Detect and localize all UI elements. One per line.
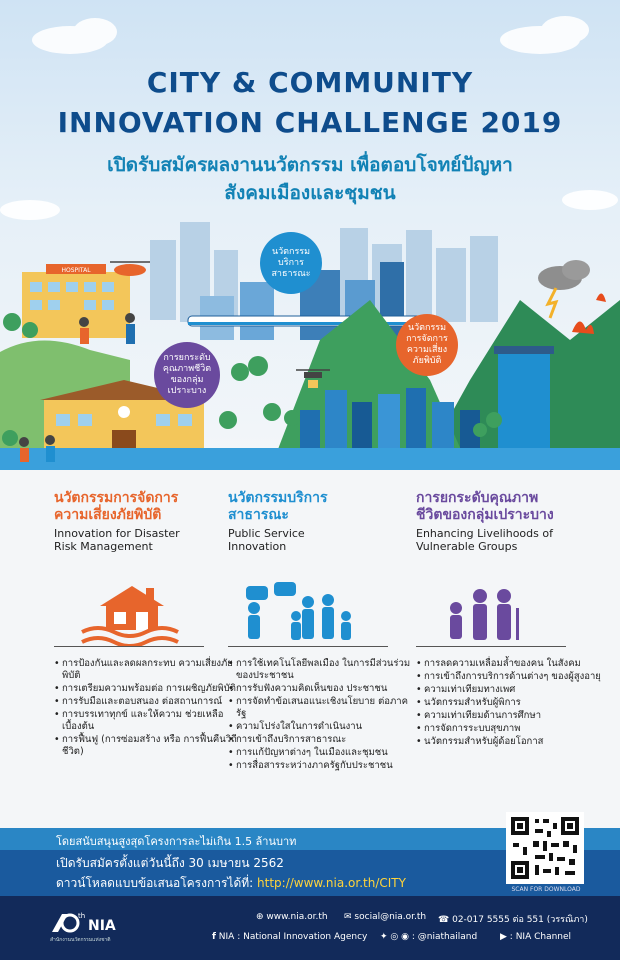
disaster-title-1: นวัตกรรมการจัดการ — [54, 490, 179, 506]
phone-info — [438, 912, 588, 926]
youtube-link[interactable] — [500, 932, 571, 942]
liveli-title-2: ชีวิตของกลุ่มเปราะบาง — [416, 507, 554, 523]
list-item: • การรับฟังความคิดเห็นของ ประชาชน — [228, 683, 414, 695]
disaster-title-2: ความเสี่ยงภัยพิบัติ — [54, 507, 162, 523]
logo-superscript: th — [78, 912, 86, 920]
categories-section — [0, 490, 620, 810]
list-item: • การรับมือและตอบสนอง ต่อสถานการณ์ — [54, 696, 240, 708]
twitter-icon: ✦ — [380, 932, 388, 942]
footer — [0, 896, 620, 960]
title-line1: CITY & COMMUNITY — [146, 66, 474, 99]
qr-pattern — [509, 815, 581, 881]
facebook-link[interactable] — [212, 932, 367, 942]
public-en-2: Innovation — [228, 540, 287, 553]
hero-section — [0, 0, 620, 470]
disaster-list — [54, 658, 240, 759]
list-item: • การจัดทำข้อเสนอแนะเชิงนโยบาย ต่อภาครัฐ — [228, 696, 414, 720]
list-item: • ความเท่าเทียมทางเพศ — [416, 684, 602, 696]
divider — [416, 646, 566, 647]
community-people-icon — [228, 582, 378, 646]
subtitle-line1: เปิดรับสมัครผลงานนวัตกรรม เพื่อตอบโจทย์ปัญหา — [107, 154, 513, 176]
subtitle-line2: สังคมเมืองและชุมชน — [224, 182, 396, 204]
line-icon: ◉ — [401, 932, 410, 942]
list-item: • นวัตกรรมสำหรับผู้ด้อยโอกาส — [416, 736, 602, 748]
divider — [228, 646, 388, 647]
list-item: • การเข้าถึงบริการสาธารณะ — [228, 734, 414, 746]
liveli-title-1: การยกระดับคุณภาพ — [416, 490, 539, 506]
facebook-icon: f — [212, 932, 216, 942]
column-livelihood — [416, 490, 601, 747]
facebook-text: NIA : National Innovation Agency — [218, 932, 368, 942]
list-item: • นวัตกรรมสำหรับผู้พิการ — [416, 697, 602, 709]
qr-label: SCAN FOR DOWNLOAD — [511, 886, 581, 893]
download-prefix: ดาวน์โหลดแบบข้อเสนอโครงการได้ที่: — [56, 876, 258, 890]
liveli-en-2: Vulnerable Groups — [416, 540, 518, 553]
website-text: www.nia.or.th — [266, 912, 328, 922]
youtube-text: : NIA Channel — [509, 932, 572, 942]
instagram-icon: ◎ — [390, 932, 399, 942]
phone-text: 02-017 5555 ต่อ 551 (วรรณิภา) — [452, 915, 588, 925]
disaster-en-2: Risk Management — [54, 540, 153, 553]
website-link[interactable] — [256, 912, 328, 922]
disaster-en-1: Innovation for Disaster — [54, 527, 180, 540]
list-item: • ความโปร่งใสในการดำเนินงาน — [228, 721, 414, 733]
logo-text: NIA — [88, 918, 116, 934]
list-item: • การบรรเทาทุกข์ และให้ความ ช่วยเหลือเบื้องต้น — [54, 709, 240, 733]
list-item: • การจัดการระบบสุขภาพ — [416, 723, 602, 735]
list-item: • การลดความเหลื่อมล้ำของคน ในสังคม — [416, 658, 602, 670]
list-item: • การแก้ปัญหาต่างๆ ในเมืองและชุมชน — [228, 747, 414, 759]
social-handle-text: : @niathailand — [411, 932, 478, 942]
list-item: • ความเท่าเทียมด้านการศึกษา — [416, 710, 602, 722]
bubble-disaster: นวัตกรรม การจัดการ ความเสี่ยง ภัยพิบัติ — [396, 314, 458, 376]
bubble-public-service: นวัตกรรม บริการ สาธารณะ — [260, 232, 322, 294]
list-item: • การฟื้นฟู (การซ่อมสร้าง หรือ การฟื้นคืนวิถีชีวิต) — [54, 734, 240, 758]
elderly-family-icon — [416, 582, 566, 646]
youtube-icon: ▶ — [500, 932, 507, 942]
social-handle-link[interactable] — [380, 932, 477, 942]
list-item: • การเข้าถึงการบริการด้านต่างๆ ของผู้สูงอายุ — [416, 671, 602, 683]
globe-icon: ⊕ — [256, 912, 264, 922]
title-line2: INNOVATION CHALLENGE 2019 — [57, 106, 563, 139]
bubble-livelihood: การยกระดับ คุณภาพชีวิต ของกลุ่ม เปราะบาง — [154, 342, 220, 408]
email-text: social@nia.or.th — [354, 912, 427, 922]
public-list — [228, 658, 414, 773]
list-item: • การเตรียมความพร้อมต่อ การเผชิญภัยพิบัติ — [54, 683, 240, 695]
public-en-1: Public Service — [228, 527, 305, 540]
public-title-1: นวัตกรรมบริการ — [228, 490, 328, 506]
public-title-2: สาธารณะ — [228, 507, 289, 523]
mail-icon: ✉ — [344, 912, 352, 922]
livelihood-list — [416, 658, 602, 749]
download-link[interactable]: http://www.nia.or.th/CITY — [257, 876, 406, 890]
email-link[interactable] — [344, 912, 426, 922]
divider — [54, 646, 204, 647]
download-line — [56, 874, 406, 893]
funding-text: โดยสนับสนุนสูงสุดโครงการละไม่เกิน 1.5 ล้านบาท — [56, 835, 297, 848]
liveli-en-1: Enhancing Livelihoods of — [416, 527, 553, 540]
column-public-service — [228, 490, 411, 771]
registration-dates: เปิดรับสมัครตั้งแต่วันนี้ถึง 30 เมษายน 2562 — [56, 856, 284, 870]
hospital-sign: HOSPITAL — [61, 267, 91, 274]
nia-logo — [46, 910, 136, 948]
list-item: • การป้องกันและลดผลกระทบ ความเสี่ยงภัยพิบัติ — [54, 658, 240, 682]
phone-icon: ☎ — [438, 915, 450, 925]
list-item: • การใช้เทคโนโลยีพลเมือง ในการมีส่วนร่วมของประชาชน — [228, 658, 414, 682]
house-flood-icon — [54, 582, 204, 646]
column-disaster — [54, 490, 237, 757]
logo-subtext: สำนักงานนวัตกรรมแห่งชาติ — [50, 937, 111, 943]
list-item: • การสื่อสารระหว่างภาครัฐกับประชาชน — [228, 760, 414, 772]
qr-code[interactable] — [506, 812, 584, 884]
